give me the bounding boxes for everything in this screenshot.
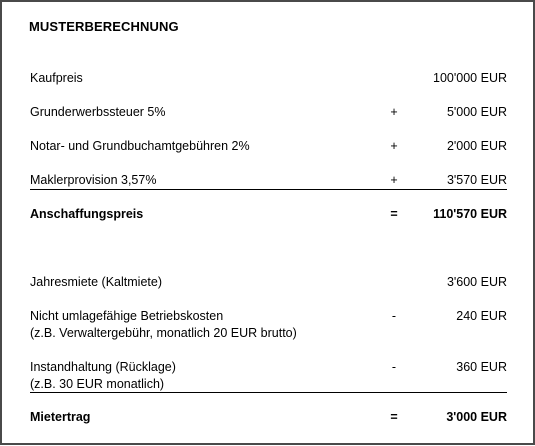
row-value: 3'600 EUR bbox=[446, 275, 507, 289]
document-title: MUSTERBERECHNUNG bbox=[29, 19, 179, 34]
row-operator: + bbox=[390, 173, 398, 187]
sum-divider bbox=[30, 392, 507, 393]
row-value: 3'000 EUR bbox=[446, 410, 507, 424]
row-value: 360 EUR bbox=[456, 360, 507, 374]
row-label: Maklerprovision 3,57% bbox=[30, 173, 157, 187]
row-label: Grunderwerbssteuer 5% bbox=[30, 105, 166, 119]
row-label-main: Nicht umlagefähige Betriebskosten bbox=[30, 309, 224, 323]
row-operator: = bbox=[390, 410, 398, 424]
row-label: Notar- und Grundbuchamtgebühren 2% bbox=[30, 139, 250, 153]
row-operator: + bbox=[390, 105, 398, 119]
row-label: Kaufpreis bbox=[30, 71, 83, 85]
row-operator: - bbox=[391, 309, 397, 323]
row-label-main: Instandhaltung (Rücklage) bbox=[30, 360, 176, 374]
row-operator: = bbox=[390, 207, 398, 221]
row-value: 240 EUR bbox=[456, 309, 507, 323]
row-value: 110'570 EUR bbox=[433, 207, 507, 221]
row-value: 5'000 EUR bbox=[446, 105, 507, 119]
sum-divider bbox=[30, 189, 507, 190]
row-value: 100'000 EUR bbox=[433, 71, 507, 85]
row-value: 2'000 EUR bbox=[446, 139, 507, 153]
row-label bbox=[30, 308, 297, 342]
row-label: Mietertrag bbox=[30, 410, 91, 424]
row-label bbox=[30, 359, 176, 393]
row-value: 3'570 EUR bbox=[446, 173, 507, 187]
row-label-note: (z.B. 30 EUR monatlich) bbox=[30, 377, 165, 391]
row-operator: - bbox=[391, 360, 397, 374]
row-label: Anschaffungspreis bbox=[30, 207, 144, 221]
row-label: Jahresmiete (Kaltmiete) bbox=[30, 275, 162, 289]
row-operator: + bbox=[390, 139, 398, 153]
row-label-note: (z.B. Verwaltergebühr, monatlich 20 EUR brutto) bbox=[30, 326, 297, 340]
